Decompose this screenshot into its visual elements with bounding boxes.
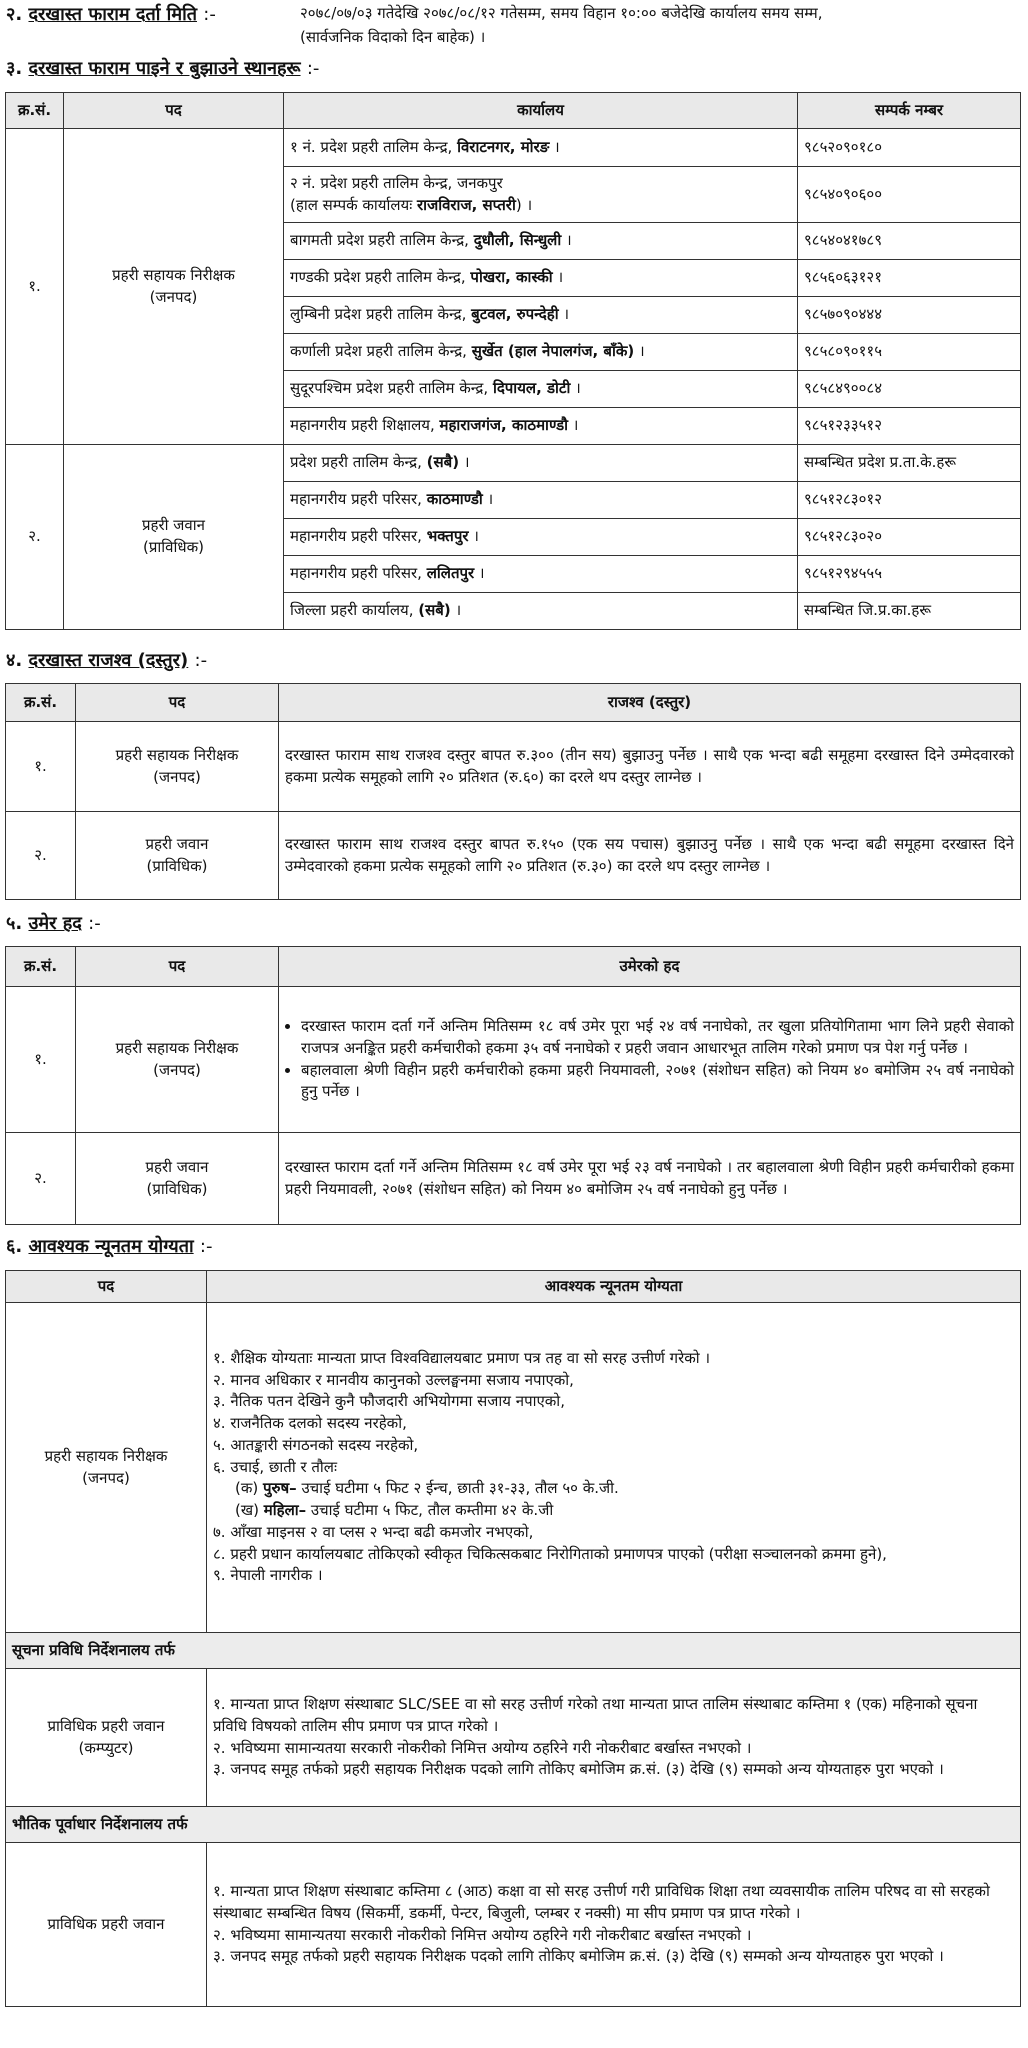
qual-row1-list [213,1348,1014,1587]
table-row [6,987,1021,1133]
section-3-sep: :- [306,58,320,79]
age-row2-post-name: प्रहरी जवान [145,1157,209,1176]
office-place: (सबै) [418,601,451,620]
office-end: । [570,379,581,398]
office-cell [284,371,798,408]
qual-group2-title: भौतिक पूर्वाधार निर्देशनालय तर्फ [6,1807,1021,1843]
office-cell [284,260,798,297]
office-text: जिल्ला प्रहरी कार्यालय, [290,601,419,620]
age-row1-sn: १. [6,987,76,1133]
office-place: दिपायल, डोटी [492,379,571,398]
table-row [6,1843,1021,2007]
qual-male-prefix: (क) [235,1479,263,1498]
offices-table [5,92,1021,630]
office-phone: ९८५१२८३०२० [798,519,1021,556]
section-2-date-line2: (सार्वजनिक विदाको दिन बाहेक) । [300,28,486,46]
offices-group1-sn: १. [6,129,64,445]
list-item: १. मान्यता प्राप्त शिक्षण संस्थाबाट SLC/SEE वा सो सरह उत्तीर्ण गरेको तथा मान्यता प्राप्त तालिम संस्थाबाट कम्तिमा १ (एक) महिनाको सूचना प्रविधि विषयको तालिम सीप प्रमाण पत्र प्राप्त गरेको । [213,1695,978,1735]
age-row1-text [279,987,1021,1133]
list-item: २. भविष्यमा सामान्यतया सरकारी नोकरीको निमित्त अयोग्य ठहरिने गरी नोकरीबाट बर्खास्त नभएको । [213,1738,752,1757]
list-item: • बहालवाला श्रेणी विहीन प्रहरी कर्मचारीको हकमा प्रहरी नियमावली, २०७१ (संशोधन सहित) को नियम ४० बमोजिम २५ वर्ष ननाघेको हुनु पर्नेछ । [301,1060,1014,1104]
office-text: कर्णाली प्रदेश प्रहरी तालिम केन्द्र, [290,342,472,361]
office-text: गण्डकी प्रदेश प्रहरी तालिम केन्द्र, [290,268,471,287]
offices-header-post: पद [64,93,284,129]
fee-row1-sn: १. [6,722,76,812]
table-row [6,1133,1021,1225]
office-place: काठमाण्डौ [426,490,483,509]
section-4-title: दरखास्त राजश्व (दस्तुर) [28,650,189,671]
qual-row2-list [213,1694,1014,1781]
section-3-title: दरखास्त फाराम पाइने र बुझाउने स्थानहरू [28,58,301,79]
fee-header-post: पद [76,684,279,722]
age-row1-post-name: प्रहरी सहायक निरीक्षक [115,1038,239,1057]
table-row [6,812,1021,900]
office-phone: ९८५८०९०११५ [798,334,1021,371]
office-end: । [634,342,645,361]
office-phone: ९८५१२८३०१२ [798,482,1021,519]
qual-male-label: पुरुष– [263,1479,297,1498]
list-item: ६. उचाई, छाती र तौलः [213,1457,338,1476]
offices-header-row [6,93,1021,129]
qual-row2-post [6,1669,207,1807]
section-4-heading [6,648,207,672]
offices-header-sn: क्र.सं. [6,93,64,129]
offices-group1-post-name: प्रहरी सहायक निरीक्षक [112,265,235,284]
age-row1-bullets [285,1016,1014,1103]
qual-female-prefix: (ख) [235,1501,264,1520]
qual-row1-post-sub: (जनपद) [82,1468,130,1487]
office-text: महानगरीय प्रहरी परिसर, [290,564,427,583]
qual-group1-title: सूचना प्रविधि निर्देशनालय तर्फ [6,1633,1021,1669]
fee-row2-sn: २. [6,812,76,900]
fee-row1-post [76,722,279,812]
section-6-number: ६. [6,1236,23,1257]
office-phone: ९८५१२९४५५५ [798,556,1021,593]
fee-row2-post-sub: (प्राविधिक) [146,856,208,875]
office-place: ललितपुर [426,564,475,583]
office-phone: ९८५४०९०६०० [798,167,1021,223]
office-cell [284,408,798,445]
fee-row1-text: दरखास्त फाराम साथ राजश्व दस्तुर बापत रु.३०० (तीन सय) बुझाउनु पर्नेछ । साथै एक भन्दा बढी समूहमा दरखास्त दिने उम्मेदवारको हकमा प्रत्येक समूहको लागि २० प्रतिशत (रु.६०) का दरले थप दस्तुर लाग्नेछ । [279,722,1021,812]
qual-row2-items [207,1669,1021,1807]
office-end: । [474,564,485,583]
office-end: । [482,490,494,509]
list-item: ३. जनपद समूह तर्फको प्रहरी सहायक निरीक्षक पदको लागि तोकिए बमोजिम क्र.सं. (३) देखि (९) सम्मको अन्य योग्यताहरु पुरा भएको । [213,1760,944,1779]
qual-female-label: महिला– [263,1501,307,1520]
office-cell [284,297,798,334]
office-text: १ नं. प्रदेश प्रहरी तालिम केन्द्र, [290,137,458,156]
qual-header-row [6,1271,1021,1303]
office-place: दुधौली, सिन्धुली [473,231,562,250]
qual-row2-post-name: प्राविधिक प्रहरी जवान [47,1716,165,1735]
list-item [213,1500,1014,1522]
office-text: बागमती प्रदेश प्रहरी तालिम केन्द्र, [290,231,474,250]
office-text: (हाल सम्पर्क कार्यालयः [290,195,418,214]
office-place: विराटनगर, मोरङ [457,137,550,156]
section-2-title: दरखास्त फाराम दर्ता मिति [28,4,198,25]
offices-header-phone: सम्पर्क नम्बर [798,93,1021,129]
office-phone: सम्बन्धित जि.प्र.का.हरू [798,593,1021,630]
table-row [6,129,1021,167]
office-text: सुदूरपश्चिम प्रदेश प्रहरी तालिम केन्द्र, [290,379,493,398]
age-row2-post [76,1133,279,1225]
office-phone: ९८५८४९००८४ [798,371,1021,408]
qual-row3-post-name: प्राविधिक प्रहरी जवान [47,1914,165,1933]
section-3-heading [6,56,319,80]
section-2-heading [6,2,216,26]
qual-header-qualification: आवश्यक न्यूनतम योग्यता [207,1271,1021,1303]
office-place: (सबै) [426,453,460,472]
table-row [6,445,1021,482]
age-row2-text: दरखास्त फाराम दर्ता गर्ने अन्तिम मितिसम्म १८ वर्ष उमेर पूरा भई २३ वर्ष ननाघेको । तर बहालवाला श्रेणी विहीन प्रहरी कर्मचारीको हकमा प्रहरी नियमावली, २०७१ (संशोधन सहित) को नियम ४० बमोजिम २५ वर्ष ननाघेको हुनु पर्नेछ । [279,1133,1021,1225]
office-phone: ९८५७०९०४४४ [798,297,1021,334]
fee-row1-post-sub: (जनपद) [153,767,201,786]
list-item: १. मान्यता प्राप्त शिक्षण संस्थाबाट कम्तिमा ८ (आठ) कक्षा वा सो सरह उत्तीर्ण गरी प्राविधिक शिक्षा तथा व्यवसायीक तालिम परिषद वा सो सरहको संस्थाबाट सम्बन्धित विषय (सिकर्मी, डकर्मी, पेन्टर, बिजुली, प्लम्बर र नक्सी) मा सीप प्रमाण पत्र प्राप्त गरेको । [213,1882,990,1922]
office-cell [284,167,798,223]
offices-header-office: कार्यालय [284,93,798,129]
qual-row1-items [207,1303,1021,1633]
list-item: ५. आतङ्कारी संगठनको सदस्य नरहेको, [213,1435,419,1454]
office-end: । [450,601,462,620]
qual-header-post: पद [6,1271,207,1303]
office-text: २ नं. प्रदेश प्रहरी तालिम केन्द्र, जनकपुर [290,173,503,192]
office-text: लुम्बिनी प्रदेश प्रहरी तालिम केन्द्र, [290,305,472,324]
list-item: २. मानव अधिकार र मानवीय कानुनको उल्लङ्घनमा सजाय नपाएको, [213,1370,574,1389]
office-end: । [567,416,579,435]
section-5-sep: :- [88,913,101,934]
office-text: प्रदेश प्रहरी तालिम केन्द्र, [290,453,427,472]
office-cell [284,223,798,260]
office-end: । [549,137,560,156]
qual-row1-post-name: प्रहरी सहायक निरीक्षक [44,1446,168,1465]
qual-group1-row [6,1633,1021,1669]
qual-female-text: उचाई घटीमा ५ फिट, तौल कम्तीमा ४२ के.जी [306,1501,554,1520]
fee-row2-post-name: प्रहरी जवान [145,834,209,853]
offices-group2-post-name: प्रहरी जवान [142,516,205,535]
qual-male-text: उचाई घटीमा ५ फिट २ ईन्च, छाती ३१-३३, तौल ५० के.जी. [296,1479,619,1498]
list-item: ९. नेपाली नागरीक । [213,1566,323,1585]
office-end: । [558,305,570,324]
section-5-number: ५. [6,913,23,934]
offices-group1-post [64,129,284,445]
section-4-number: ४. [6,650,23,671]
list-item: १. शैक्षिक योग्यताः मान्यता प्राप्त विश्वविद्यालयबाट प्रमाण पत्र तह वा सो सरह उत्तीर्ण गरेको । [213,1348,711,1367]
fee-header-fee: राजश्व (दस्तुर) [279,684,1021,722]
office-text: महानगरीय प्रहरी परिसर, [290,490,427,509]
list-item: • दरखास्त फाराम दर्ता गर्ने अन्तिम मितिसम्म १८ वर्ष उमेर पूरा भई २४ वर्ष ननाघेको, तर खुला प्रतियोगितामा भाग लिने प्रहरी सेवाको राजपत्र अनङ्कित प्रहरी कर्मचारीको हकमा ३५ वर्ष ननाघेको र प्रहरी जवान आधारभूत तालिम गरेको प्रमाण पत्र पेश गर्नु पर्नेछ । [301,1016,1014,1060]
fee-header-row [6,684,1021,722]
office-phone: ९८५२०९०१८० [798,129,1021,167]
list-item: २. भविष्यमा सामान्यतया सरकारी नोकरीको निमित्त अयोग्य ठहरिने गरी नोकरीबाट बर्खास्त नभएको । [213,1925,752,1944]
office-end: । [468,527,479,546]
age-header-limit: उमेरको हद [279,947,1021,987]
section-2-sep: :- [203,4,216,25]
section-6-heading [6,1234,212,1258]
list-item: ७. आँखा माइनस २ वा प्लस २ भन्दा बढी कमजोर नभएको, [213,1522,534,1541]
fee-row2-post [76,812,279,900]
offices-group2-post [64,445,284,630]
office-text: महानगरीय प्रहरी परिसर, [290,527,427,546]
qual-group2-row [6,1807,1021,1843]
office-place: बुटवल, रुपन्देही [471,305,559,324]
age-row2-sn: २. [6,1133,76,1225]
section-6-sep: :- [199,1236,213,1257]
age-row2-post-sub: (प्राविधिक) [146,1179,208,1198]
office-end: । [561,231,572,250]
table-row [6,1303,1021,1633]
office-cell [284,334,798,371]
age-header-sn: क्र.सं. [6,947,76,987]
section-5-heading [6,911,101,935]
fee-table [5,683,1021,900]
office-place: भक्तपुर [426,527,469,546]
age-header-row [6,947,1021,987]
qual-row3-post [6,1843,207,2007]
fee-row2-text: दरखास्त फाराम साथ राजश्व दस्तुर बापत रु.१५० (एक सय पचास) बुझाउनु पर्नेछ । साथै एक भन्दा बढी समूहमा दरखास्त दिने उम्मेदवारको हकमा प्रत्येक समूहको लागि २० प्रतिशत (रु.३०) का दरले थप दस्तुर लाग्नेछ । [279,812,1021,900]
age-table [5,946,1021,1225]
office-phone: ९८५१२३३५१२ [798,408,1021,445]
office-cell [284,556,798,593]
section-2-number: २. [6,4,23,25]
office-place: पोखरा, कास्की [470,268,553,287]
office-text: महानगरीय प्रहरी शिक्षालय, [290,416,440,435]
office-place: राजविराज, सप्तरी [417,195,516,214]
offices-group2-sn: २. [6,445,64,630]
section-3-number: ३. [6,58,23,79]
office-cell [284,445,798,482]
offices-group2-post-sub: (प्राविधिक) [143,538,204,556]
age-header-post: पद [76,947,279,987]
offices-group1-post-sub: (जनपद) [149,287,198,306]
office-cell [284,482,798,519]
office-phone: ९८५६०६३१२१ [798,260,1021,297]
section-4-sep: :- [194,650,208,671]
office-cell [284,129,798,167]
qualification-table [5,1270,1021,2007]
office-phone: ९८५४०४१७८९ [798,223,1021,260]
list-item: ८. प्रहरी प्रधान कार्यालयबाट तोकिएको स्वीकृत चिकित्सकबाट निरोगिताको प्रमाणपत्र पाएको (परीक्षा सञ्चालनको क्रममा हुने), [213,1544,887,1563]
list-item [213,1478,1014,1500]
office-cell [284,593,798,630]
age-row1-post-sub: (जनपद) [153,1060,201,1079]
section-2-date-line1: २०७८/०७/०३ गतेदेखि २०७८/०८/१२ गतेसम्म, समय विहान १०:०० बजेदेखि कार्यालय समय सम्म, [300,4,823,22]
qual-row1-post [6,1303,207,1633]
section-6-title: आवश्यक न्यूनतम योग्यता [28,1236,194,1257]
qual-row3-list [213,1881,1014,1968]
office-end: । [552,268,564,287]
table-row [6,722,1021,812]
age-row1-post [76,987,279,1133]
office-place: सुर्खेत (हाल नेपालगंज, बाँके) [471,342,635,361]
table-row [6,1669,1021,1807]
list-item: ३. नैतिक पतन देखिने कुनै फौजदारी अभियोगमा सजाय नपाएको, [213,1392,565,1411]
office-end: ) । [515,195,533,214]
fee-header-sn: क्र.सं. [6,684,76,722]
office-end: । [459,453,470,472]
list-item: ३. जनपद समूह तर्फको प्रहरी सहायक निरीक्षक पदको लागि तोकिए बमोजिम क्र.सं. (३) देखि (९) सम्मको अन्य योग्यताहरु पुरा भएको । [213,1947,944,1966]
qual-row3-items [207,1843,1021,2007]
office-place: महाराजगंज, काठमाण्डौ [439,416,568,435]
office-phone: सम्बन्धित प्रदेश प्र.ता.के.हरू [798,445,1021,482]
list-item: ४. राजनैतिक दलको सदस्य नरहेको, [213,1414,407,1433]
qual-row2-post-sub: (कम्प्युटर) [78,1738,134,1757]
office-cell [284,519,798,556]
fee-row1-post-name: प्रहरी सहायक निरीक्षक [115,745,239,764]
section-5-title: उमेर हद [28,913,82,934]
